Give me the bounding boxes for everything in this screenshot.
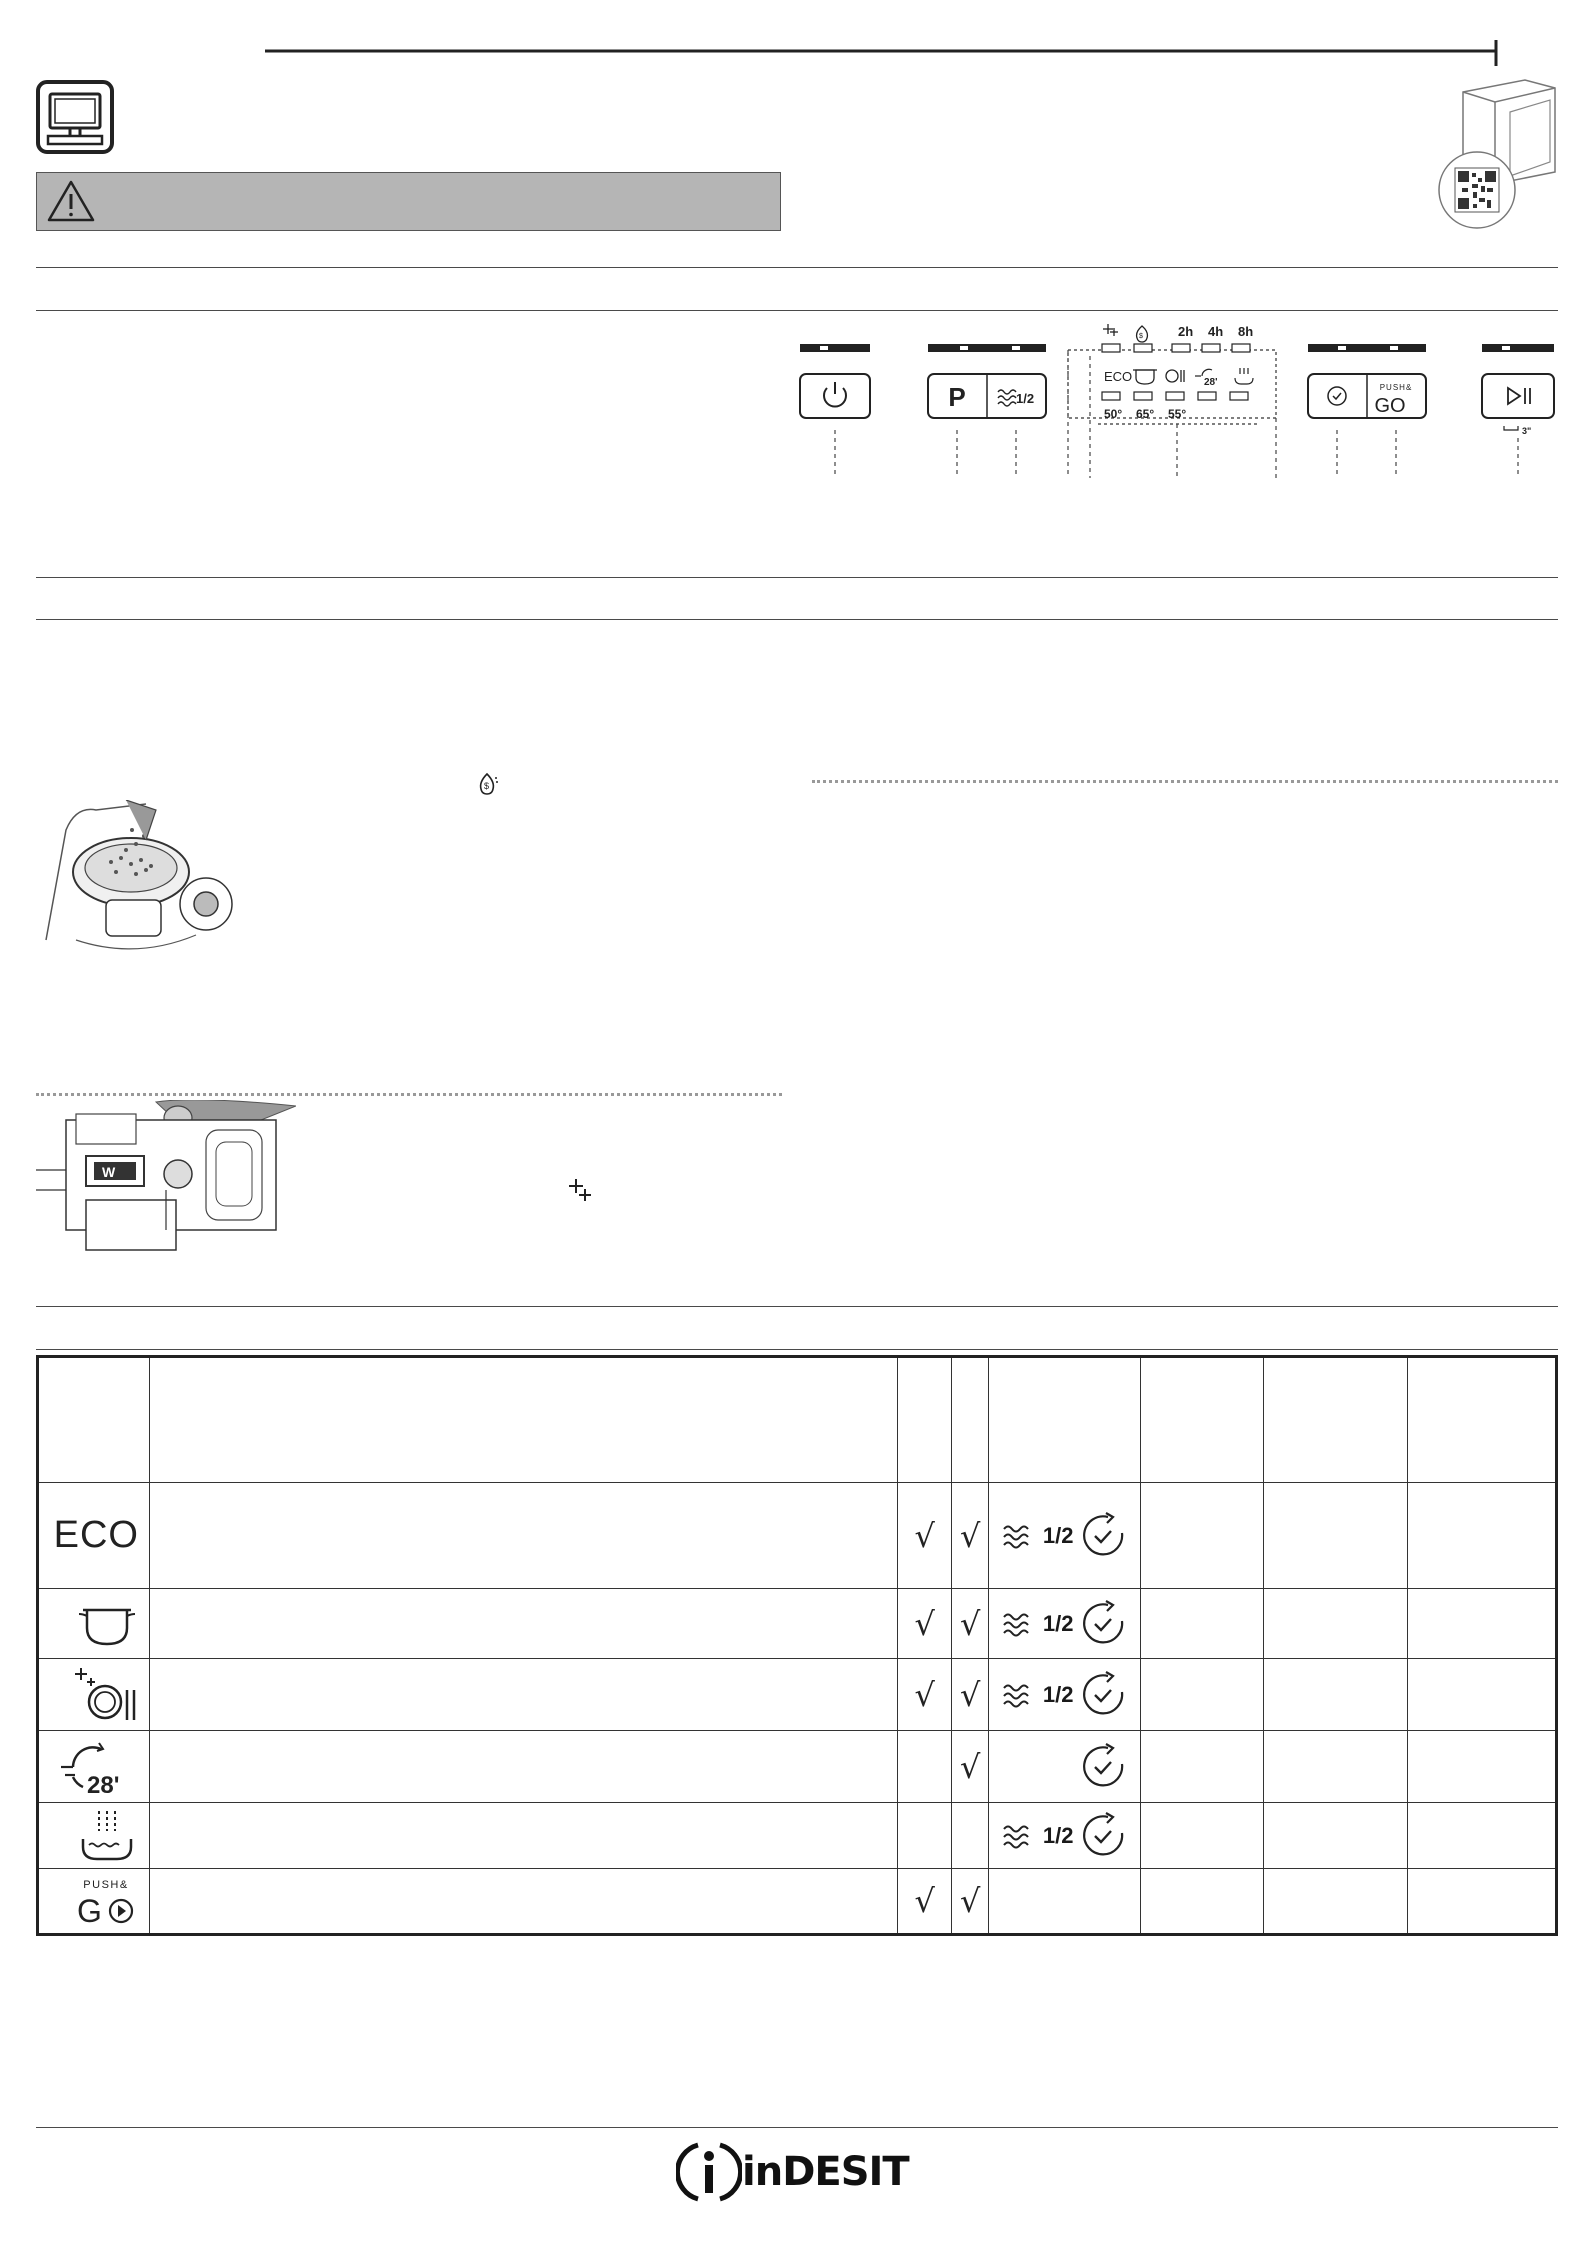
header-rule — [260, 40, 1500, 70]
check-cell — [898, 1731, 952, 1803]
halfload-option-label: 1/2 — [1042, 1522, 1074, 1548]
delay-2h: 2h — [1178, 324, 1194, 339]
warning-bar — [36, 172, 781, 231]
check-cell: √ — [952, 1731, 989, 1803]
halfload-option-label: 1/2 — [1042, 1610, 1074, 1636]
push-go-icon — [73, 1874, 139, 1928]
pushgo-top-label: PUSH& — [1379, 383, 1413, 392]
hold-icon — [1504, 426, 1518, 430]
check-cell: √ — [898, 1869, 952, 1935]
delay-8h: 8h — [1238, 324, 1254, 339]
svg-text:PUSH&: PUSH& — [83, 1879, 129, 1891]
salt-indicator-icon — [1137, 326, 1148, 342]
control-panel-diagram — [790, 318, 1565, 480]
check-cell — [898, 1803, 952, 1869]
check-cell: √ — [898, 1659, 952, 1731]
salt-reservoir-illustration — [36, 800, 241, 962]
delay-option-icon — [1078, 1686, 1128, 1703]
delay-option-icon — [1078, 1615, 1128, 1632]
dishwasher-qr-illustration — [1425, 72, 1560, 232]
rinse-aid-inline-icon — [568, 1177, 594, 1203]
brand-logo — [676, 2140, 909, 2204]
footer-rule — [36, 2127, 1558, 2128]
halfload-option-icon — [1000, 1527, 1042, 1544]
halfload-option-label: 1/2 — [1042, 1822, 1074, 1848]
svg-text:$: $ — [484, 781, 490, 791]
svg-text:$: $ — [1139, 333, 1143, 340]
brand-name: inDESIT — [742, 2149, 909, 2195]
halfload-option-icon — [1000, 1686, 1042, 1703]
table-row — [38, 1483, 1557, 1589]
section-rule — [36, 1349, 1558, 1350]
check-cell: √ — [898, 1589, 952, 1659]
pushgo-bottom-label: GO — [1374, 395, 1406, 417]
pot-icon — [75, 1600, 139, 1648]
delay-4h: 4h — [1208, 324, 1224, 339]
table-header-row — [38, 1357, 1557, 1483]
check-cell: √ — [952, 1483, 989, 1589]
soak-program-icon — [1235, 368, 1253, 384]
program-button-label: P — [948, 382, 966, 412]
svg-text:G: G — [76, 1893, 102, 1928]
section-rule — [36, 310, 1558, 311]
svg-text:W: W — [102, 1164, 116, 1180]
monitor-icon — [36, 80, 116, 156]
table-row — [38, 1659, 1557, 1731]
quick-program-icon — [1195, 369, 1212, 376]
check-cell: √ — [952, 1869, 989, 1935]
delay-option-icon — [1078, 1758, 1128, 1775]
temp-55: 55° — [1168, 407, 1187, 421]
section-rule — [36, 577, 1558, 578]
temp-50: 50° — [1104, 407, 1123, 421]
check-cell: √ — [952, 1659, 989, 1731]
sparkle-dishes-program-icon — [1166, 370, 1184, 382]
halfload-option-icon — [1000, 1615, 1042, 1632]
delay-pushgo-button[interactable] — [1308, 374, 1426, 418]
dotted-separator — [812, 780, 1558, 783]
detergent-dispenser-illustration — [36, 1100, 296, 1260]
halfload-option-icon — [1000, 1827, 1042, 1844]
sparkle-indicator-icon — [1103, 324, 1118, 336]
indesit-i-icon — [676, 2139, 742, 2205]
section-rule — [36, 1306, 1558, 1307]
table-row — [38, 1589, 1557, 1659]
eco-program-label: ECO — [1104, 369, 1133, 384]
salt-inline-icon — [478, 770, 500, 798]
soak-icon — [75, 1809, 139, 1863]
check-cell — [952, 1803, 989, 1869]
quick-28-label: 28' — [1204, 377, 1218, 388]
check-cell: √ — [952, 1589, 989, 1659]
table-row — [38, 1869, 1557, 1935]
delay-option-icon — [1078, 1827, 1128, 1844]
check-cell: √ — [898, 1483, 952, 1589]
sparkle-dishes-icon — [71, 1666, 139, 1724]
dotted-separator — [36, 1093, 782, 1096]
start-pause-button[interactable] — [1482, 374, 1554, 418]
temp-65: 65° — [1136, 407, 1155, 421]
svg-text:28': 28' — [86, 1771, 120, 1797]
eco-icon: ECO — [53, 1514, 139, 1556]
reset-hint: 3" — [1522, 426, 1532, 436]
section-rule — [36, 619, 1558, 620]
warning-icon — [46, 178, 96, 224]
delay-option-icon — [1078, 1527, 1128, 1544]
halfload-option-label: 1/2 — [1042, 1681, 1074, 1707]
table-row — [38, 1803, 1557, 1869]
quick-28-icon — [59, 1737, 139, 1797]
table-row — [38, 1731, 1557, 1803]
pot-program-icon — [1133, 370, 1157, 384]
power-button[interactable] — [800, 374, 870, 418]
section-rule — [36, 267, 1558, 268]
program-table — [36, 1355, 1558, 1936]
halfload-label: 1/2 — [1016, 391, 1035, 406]
